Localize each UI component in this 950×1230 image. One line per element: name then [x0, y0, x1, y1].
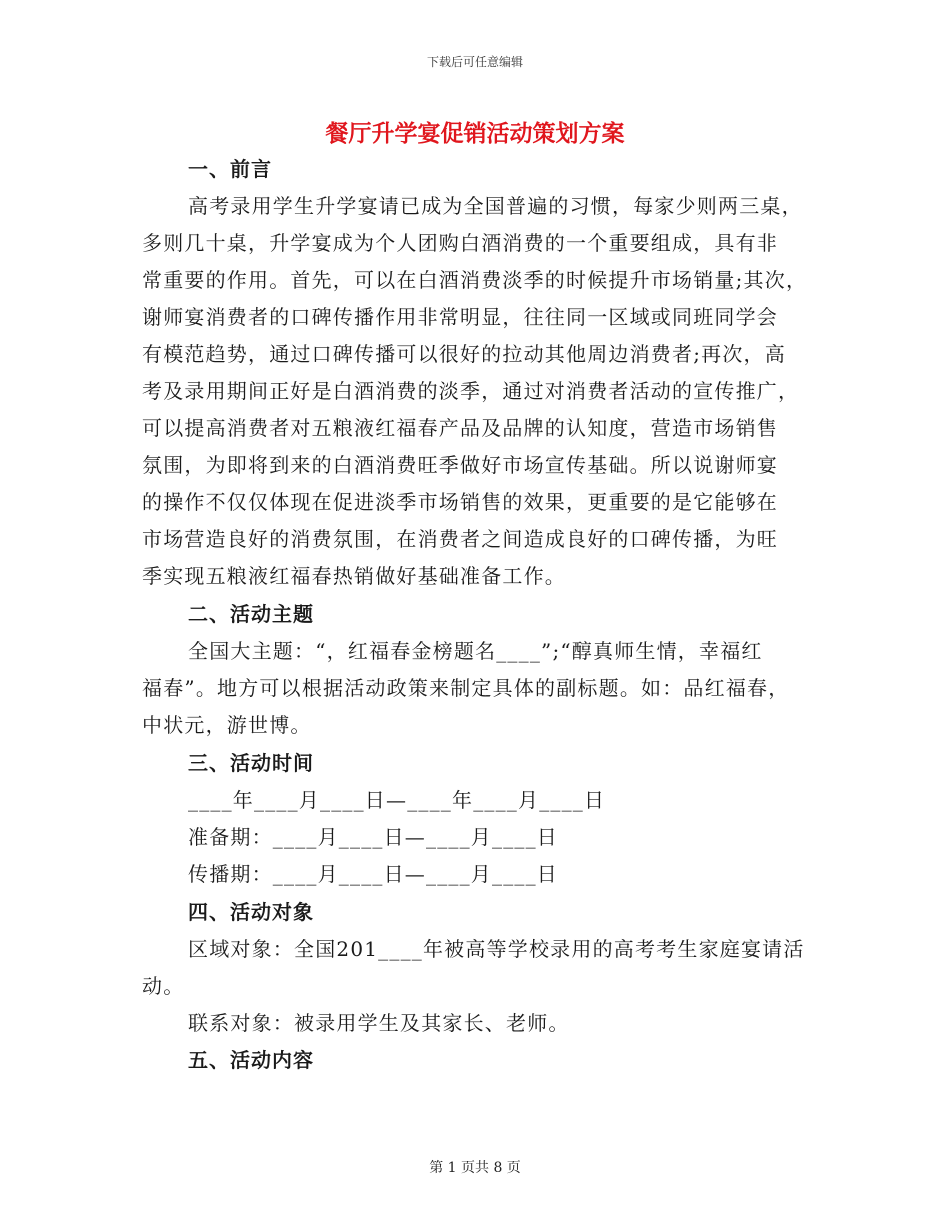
section-heading-content: 五、活动内容	[188, 1048, 314, 1072]
paragraph-line: 季实现五粮液红福春热销做好基础准备工作。	[142, 564, 566, 588]
paragraph-line: 常重要的作用。首先，可以在白酒消费淡季的时候提升市场销量;其次，	[142, 268, 808, 292]
section-heading-intro: 一、前言	[188, 157, 272, 181]
paragraph-line: 高考录用学生升学宴请已成为全国普遍的习惯，每家少则两三桌，	[188, 194, 803, 218]
paragraph-line: 市场营造良好的消费氛围，在消费者之间造成良好的口碑传播，为旺	[142, 527, 778, 551]
paragraph-line: 可以提高消费者对五粮液红福春产品及品牌的认知度，营造市场销售	[142, 416, 778, 440]
page-footer: 第 1 页共 8 页	[429, 1160, 521, 1176]
paragraph-line: 氛围，为即将到来的白酒消费旺季做好市场宣传基础。所以说谢师宴	[142, 453, 778, 477]
paragraph-line: 多则几十桌，升学宴成为个人团购白酒消费的一个重要组成，具有非	[142, 231, 778, 255]
paragraph-line: 有模范趋势，通过口碑传播可以很好的拉动其他周边消费者;再次，高	[142, 342, 786, 366]
page-header-note: 下载后可任意编辑	[426, 55, 523, 69]
paragraph-line: 动。	[142, 974, 185, 998]
paragraph-line: 福春”。地方可以根据活动政策来制定具体的副标题。如：品红福春，	[142, 676, 790, 700]
paragraph-line: 考及录用期间正好是白酒消费的淡季，通过对消费者活动的宣传推广，	[142, 379, 800, 403]
paragraph-line: 联系对象：被录用学生及其家长、老师。	[188, 1011, 570, 1035]
paragraph-line: 的操作不仅仅体现在促进淡季市场销售的效果，更重要的是它能够在	[142, 490, 778, 514]
paragraph-line: 谢师宴消费者的口碑传播作用非常明显，往往同一区域或同班同学会	[142, 305, 778, 329]
section-heading-target: 四、活动对象	[188, 900, 314, 924]
promo-period-line: 传播期：____月____日—____月____日	[188, 862, 558, 886]
paragraph-line: 区域对象：全国201____年被高等学校录用的高考考生家庭宴请活	[188, 937, 805, 961]
paragraph-line: 中状元，游世博。	[142, 713, 312, 737]
prep-period-line: 准备期：____月____日—____月____日	[188, 825, 558, 849]
paragraph-line: 全国大主题：“，红福春金榜题名____”;“醇真师生情，幸福红	[188, 639, 763, 663]
date-range-line: ____年____月____日—____年____月____日	[188, 788, 606, 812]
section-heading-theme: 二、活动主题	[188, 602, 314, 626]
document-title: 餐厅升学宴促销活动策划方案	[325, 121, 625, 147]
section-heading-time: 三、活动时间	[188, 751, 314, 775]
